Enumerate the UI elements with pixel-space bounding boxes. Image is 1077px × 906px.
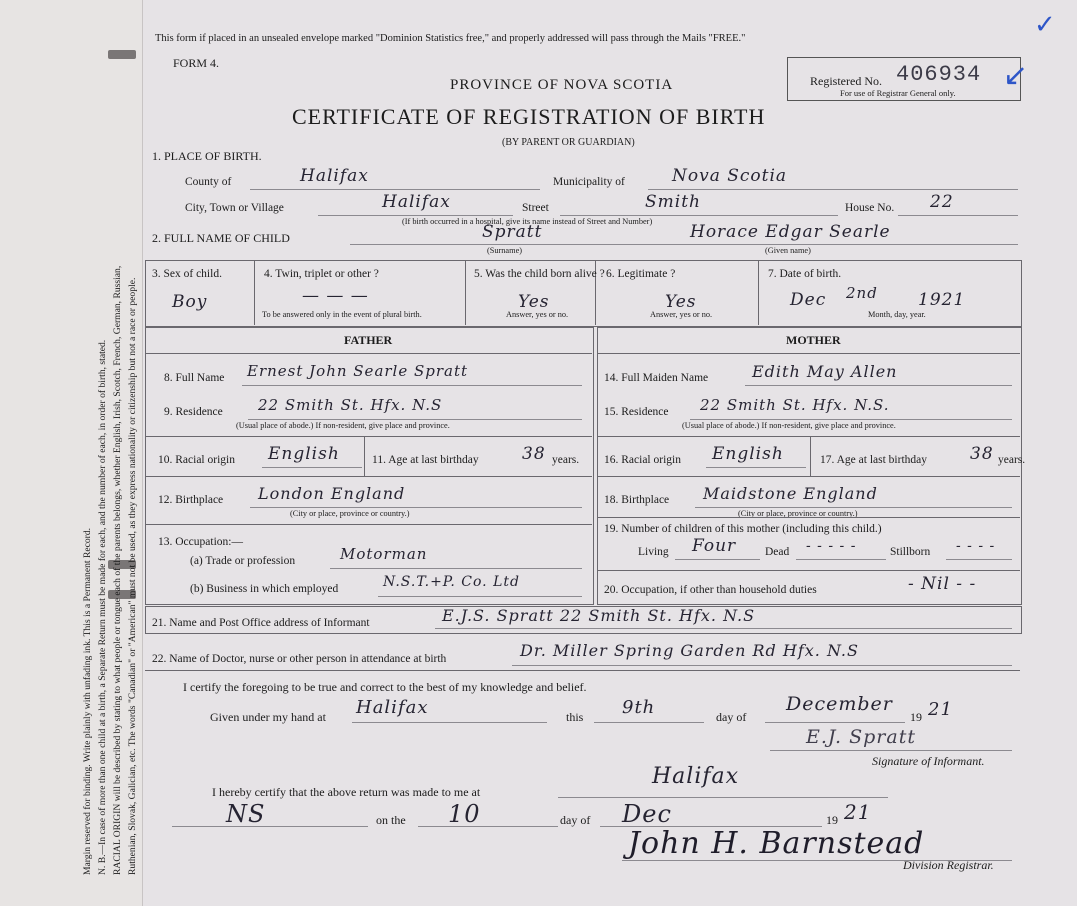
registration-year: 21	[844, 800, 872, 824]
division-registrar-label: Division Registrar.	[903, 858, 994, 872]
registration-day: 10	[448, 800, 481, 828]
binding-margin	[0, 0, 143, 906]
doctor-label: 22. Name of Doctor, nurse or other person in attendance at birth	[152, 653, 447, 665]
child-name-label: 2. FULL NAME OF CHILD	[152, 231, 290, 245]
divider	[758, 260, 759, 325]
certificate-title: CERTIFICATE OF REGISTRATION OF BIRTH	[292, 104, 766, 129]
father-origin: English	[268, 444, 340, 464]
county-label: County of	[185, 176, 232, 188]
alive-note: Answer, yes or no.	[506, 310, 569, 319]
business-label: (b) Business in which employed	[190, 583, 339, 595]
trade-label: (a) Trade or profession	[190, 555, 296, 567]
mother-origin: English	[712, 444, 784, 464]
mail-notice: This form if placed in an unsealed envelope marked "Dominion Statistics free," and properly addressed will pass through the Mails "FREE."	[155, 33, 746, 44]
informant-label: 21. Name and Post Office address of Informant	[152, 617, 370, 629]
twin-note: To be answered only in the event of plural birth.	[262, 310, 422, 319]
mother-origin-label: 16. Racial origin	[604, 454, 681, 466]
divider	[145, 353, 592, 354]
father-origin-label: 10. Racial origin	[158, 454, 235, 466]
mother-occupation-label: 20. Occupation, if other than household duties	[604, 584, 817, 596]
doctor-value: Dr. Miller Spring Garden Rd Hfx. N.S	[520, 641, 859, 660]
municipality-line	[648, 189, 1018, 190]
stillborn-value: - - - -	[956, 538, 996, 554]
father-birthplace-label: 12. Birthplace	[158, 494, 224, 506]
alive-label: 5. Was the child born alive ?	[474, 268, 605, 280]
legitimate-note: Answer, yes or no.	[650, 310, 713, 319]
dob-month: Dec	[790, 290, 827, 310]
municipality-value: Nova Scotia	[672, 166, 788, 186]
province-heading: PROVINCE OF NOVA SCOTIA	[450, 77, 674, 93]
house-label: House No.	[845, 202, 895, 214]
rule	[352, 722, 547, 723]
certify-statement: I certify the foregoing to be true and correct to the best of my knowledge and belief.	[183, 680, 587, 694]
margin-note-2: N. B.—In case of more than one child at a birth, a Separate Return must be made for each, and the number of each, in order of birth, stated.	[97, 339, 108, 875]
street-label: Street	[522, 202, 549, 214]
rule	[946, 559, 1012, 560]
father-birthplace-note: (City or place, province or country.)	[290, 509, 410, 518]
father-occupation-label: 13. Occupation:—	[158, 536, 243, 548]
father-residence-note: (Usual place of abode.) If non-resident, give place and province.	[236, 421, 450, 430]
divider	[145, 436, 592, 437]
rule	[262, 467, 362, 468]
twin-value: — — —	[302, 286, 369, 306]
twin-label: 4. Twin, triplet or other ?	[264, 268, 379, 280]
rule	[770, 750, 1012, 751]
dob-year: 1921	[918, 290, 966, 310]
father-age: 38	[522, 444, 546, 464]
street-value: Smith	[645, 192, 701, 212]
rule	[594, 722, 704, 723]
house-line	[898, 215, 1018, 216]
stillborn-label: Stillborn	[890, 546, 931, 558]
registration-box	[787, 57, 1021, 101]
mother-birthplace-label: 18. Birthplace	[604, 494, 670, 506]
registered-number: 406934	[896, 62, 982, 87]
given-month: December	[786, 693, 893, 715]
dob-note: Month, day, year.	[868, 310, 926, 319]
registration-place: Halifax	[652, 764, 740, 789]
mother-birthplace: Maidstone England	[703, 484, 878, 503]
county-value: Halifax	[300, 166, 369, 186]
street-line	[560, 215, 838, 216]
mother-name-label: 14. Full Maiden Name	[604, 372, 709, 384]
mother-name: Edith May Allen	[752, 362, 898, 381]
divider	[597, 570, 1020, 571]
city-value: Halifax	[382, 192, 451, 212]
divider	[145, 476, 592, 477]
given-year: 21	[928, 699, 953, 720]
registration-month: Dec	[622, 800, 672, 828]
registrar-note: For use of Registrar General only.	[840, 88, 956, 98]
municipality-label: Municipality of	[553, 176, 625, 188]
divider	[145, 670, 1020, 671]
legitimate-label: 6. Legitimate ?	[606, 268, 676, 280]
dob-day: 2nd	[846, 284, 878, 302]
rule	[695, 507, 1012, 508]
divider	[810, 436, 811, 476]
registered-label: Registered No.	[810, 74, 882, 88]
registration-year-prefix: 19	[826, 813, 838, 827]
certificate-subtitle: (BY PARENT OR GUARDIAN)	[502, 137, 635, 148]
father-residence: 22 Smith St. Hfx. N.S	[258, 396, 443, 414]
given-note: (Given name)	[765, 246, 811, 255]
form-number: FORM 4.	[173, 56, 220, 70]
registrar-statement: I hereby certify that the above return was made to me at	[212, 785, 481, 799]
rule	[248, 419, 582, 420]
house-value: 22	[930, 192, 954, 212]
given-year-prefix: 19	[910, 710, 922, 724]
rule	[706, 467, 806, 468]
business-value: N.S.T.+P. Co. Ltd	[383, 574, 520, 590]
city-line	[318, 215, 513, 216]
margin-note-4: Ruthenian, Slovak, Galician, etc. The words "Canadian" or "American" must not be used, as they express nationality or citizenship but not a race or people.	[127, 277, 138, 875]
divider	[145, 524, 592, 525]
rule	[418, 826, 558, 827]
informant-value: E.J.S. Spratt 22 Smith St. Hfx. N.S	[442, 606, 756, 625]
margin-note-3: RACIAL ORIGIN will be described by stating to what people or tongue each of the parents belongs, whether English, Irish, Scotch, French, German, Russian,	[112, 265, 123, 875]
rule	[250, 507, 582, 508]
rule	[690, 419, 1012, 420]
day-of-label-2: day of	[560, 813, 591, 827]
registration-province: NS	[226, 800, 266, 828]
rule	[675, 559, 760, 560]
rule	[242, 385, 582, 386]
binding-hole	[108, 50, 136, 59]
check-mark-icon: ✓	[1034, 10, 1056, 40]
father-age-label: 11. Age at last birthday	[372, 454, 479, 466]
mother-residence: 22 Smith St. Hfx. N.S.	[700, 396, 890, 414]
legitimate-value: Yes	[665, 292, 697, 312]
divider	[254, 260, 255, 325]
rule	[796, 559, 886, 560]
father-residence-label: 9. Residence	[164, 406, 223, 418]
rule	[512, 665, 1012, 666]
given-under-label: Given under my hand at	[210, 710, 326, 724]
day-of-label: day of	[716, 710, 747, 724]
divider	[597, 353, 1020, 354]
margin-note-1: Margin reserved for binding. Write plainly with unfading ink. This is a Permanent Record.	[82, 527, 93, 875]
mother-age: 38	[970, 444, 994, 464]
father-name-label: 8. Full Name	[164, 372, 225, 384]
rule	[330, 568, 582, 569]
dead-value: - - - - -	[806, 538, 857, 554]
living-label: Living	[638, 546, 669, 558]
registrar-signature: John H. Barnstead	[628, 826, 925, 861]
surname-note: (Surname)	[487, 246, 523, 255]
sex-label: 3. Sex of child.	[152, 268, 222, 280]
divider	[597, 476, 1020, 477]
dead-label: Dead	[765, 546, 790, 558]
informant-signature: E.J. Spratt	[806, 726, 916, 748]
trade-value: Motorman	[340, 545, 428, 563]
father-years: years.	[552, 454, 580, 466]
given-day: 9th	[622, 697, 656, 718]
living-value: Four	[692, 536, 737, 556]
dob-label: 7. Date of birth.	[768, 268, 842, 280]
father-name: Ernest John Searle Spratt	[247, 362, 469, 380]
rule	[745, 385, 1012, 386]
mother-residence-label: 15. Residence	[604, 406, 669, 418]
place-heading: 1. PLACE OF BIRTH.	[152, 149, 262, 163]
children-label: 19. Number of children of this mother (including this child.)	[604, 523, 882, 535]
given-line	[660, 244, 1018, 245]
rule	[172, 826, 368, 827]
divider	[364, 436, 365, 476]
informant-signature-label: Signature of Informant.	[872, 754, 985, 768]
sex-value: Boy	[172, 292, 208, 312]
alive-value: Yes	[518, 292, 550, 312]
rule	[765, 722, 905, 723]
rule	[435, 628, 1012, 629]
rule	[378, 596, 582, 597]
father-heading: FATHER	[344, 333, 393, 347]
mother-occupation: - Nil - -	[908, 574, 977, 594]
divider	[597, 517, 1020, 518]
mother-birthplace-note: (City or place, province or country.)	[738, 509, 858, 518]
mother-years: years.	[998, 454, 1026, 466]
city-label: City, Town or Village	[185, 202, 284, 214]
mother-residence-note: (Usual place of abode.) If non-resident, give place and province.	[682, 421, 896, 430]
given-at-value: Halifax	[356, 697, 429, 718]
hospital-note: (If birth occurred in a hospital, give its name instead of Street and Number)	[402, 217, 653, 226]
child-given-name: Horace Edgar Searle	[690, 222, 891, 242]
rule	[558, 797, 888, 798]
county-line	[250, 189, 540, 190]
child-surname: Spratt	[482, 222, 543, 242]
divider	[597, 436, 1020, 437]
father-birthplace: London England	[258, 484, 406, 503]
surname-line	[350, 244, 660, 245]
mother-age-label: 17. Age at last birthday	[820, 454, 927, 466]
divider	[465, 260, 466, 325]
mother-heading: MOTHER	[786, 333, 841, 347]
this-label: this	[566, 710, 584, 724]
on-the-label: on the	[376, 813, 406, 827]
arrow-mark-icon: ↙	[1003, 58, 1029, 93]
